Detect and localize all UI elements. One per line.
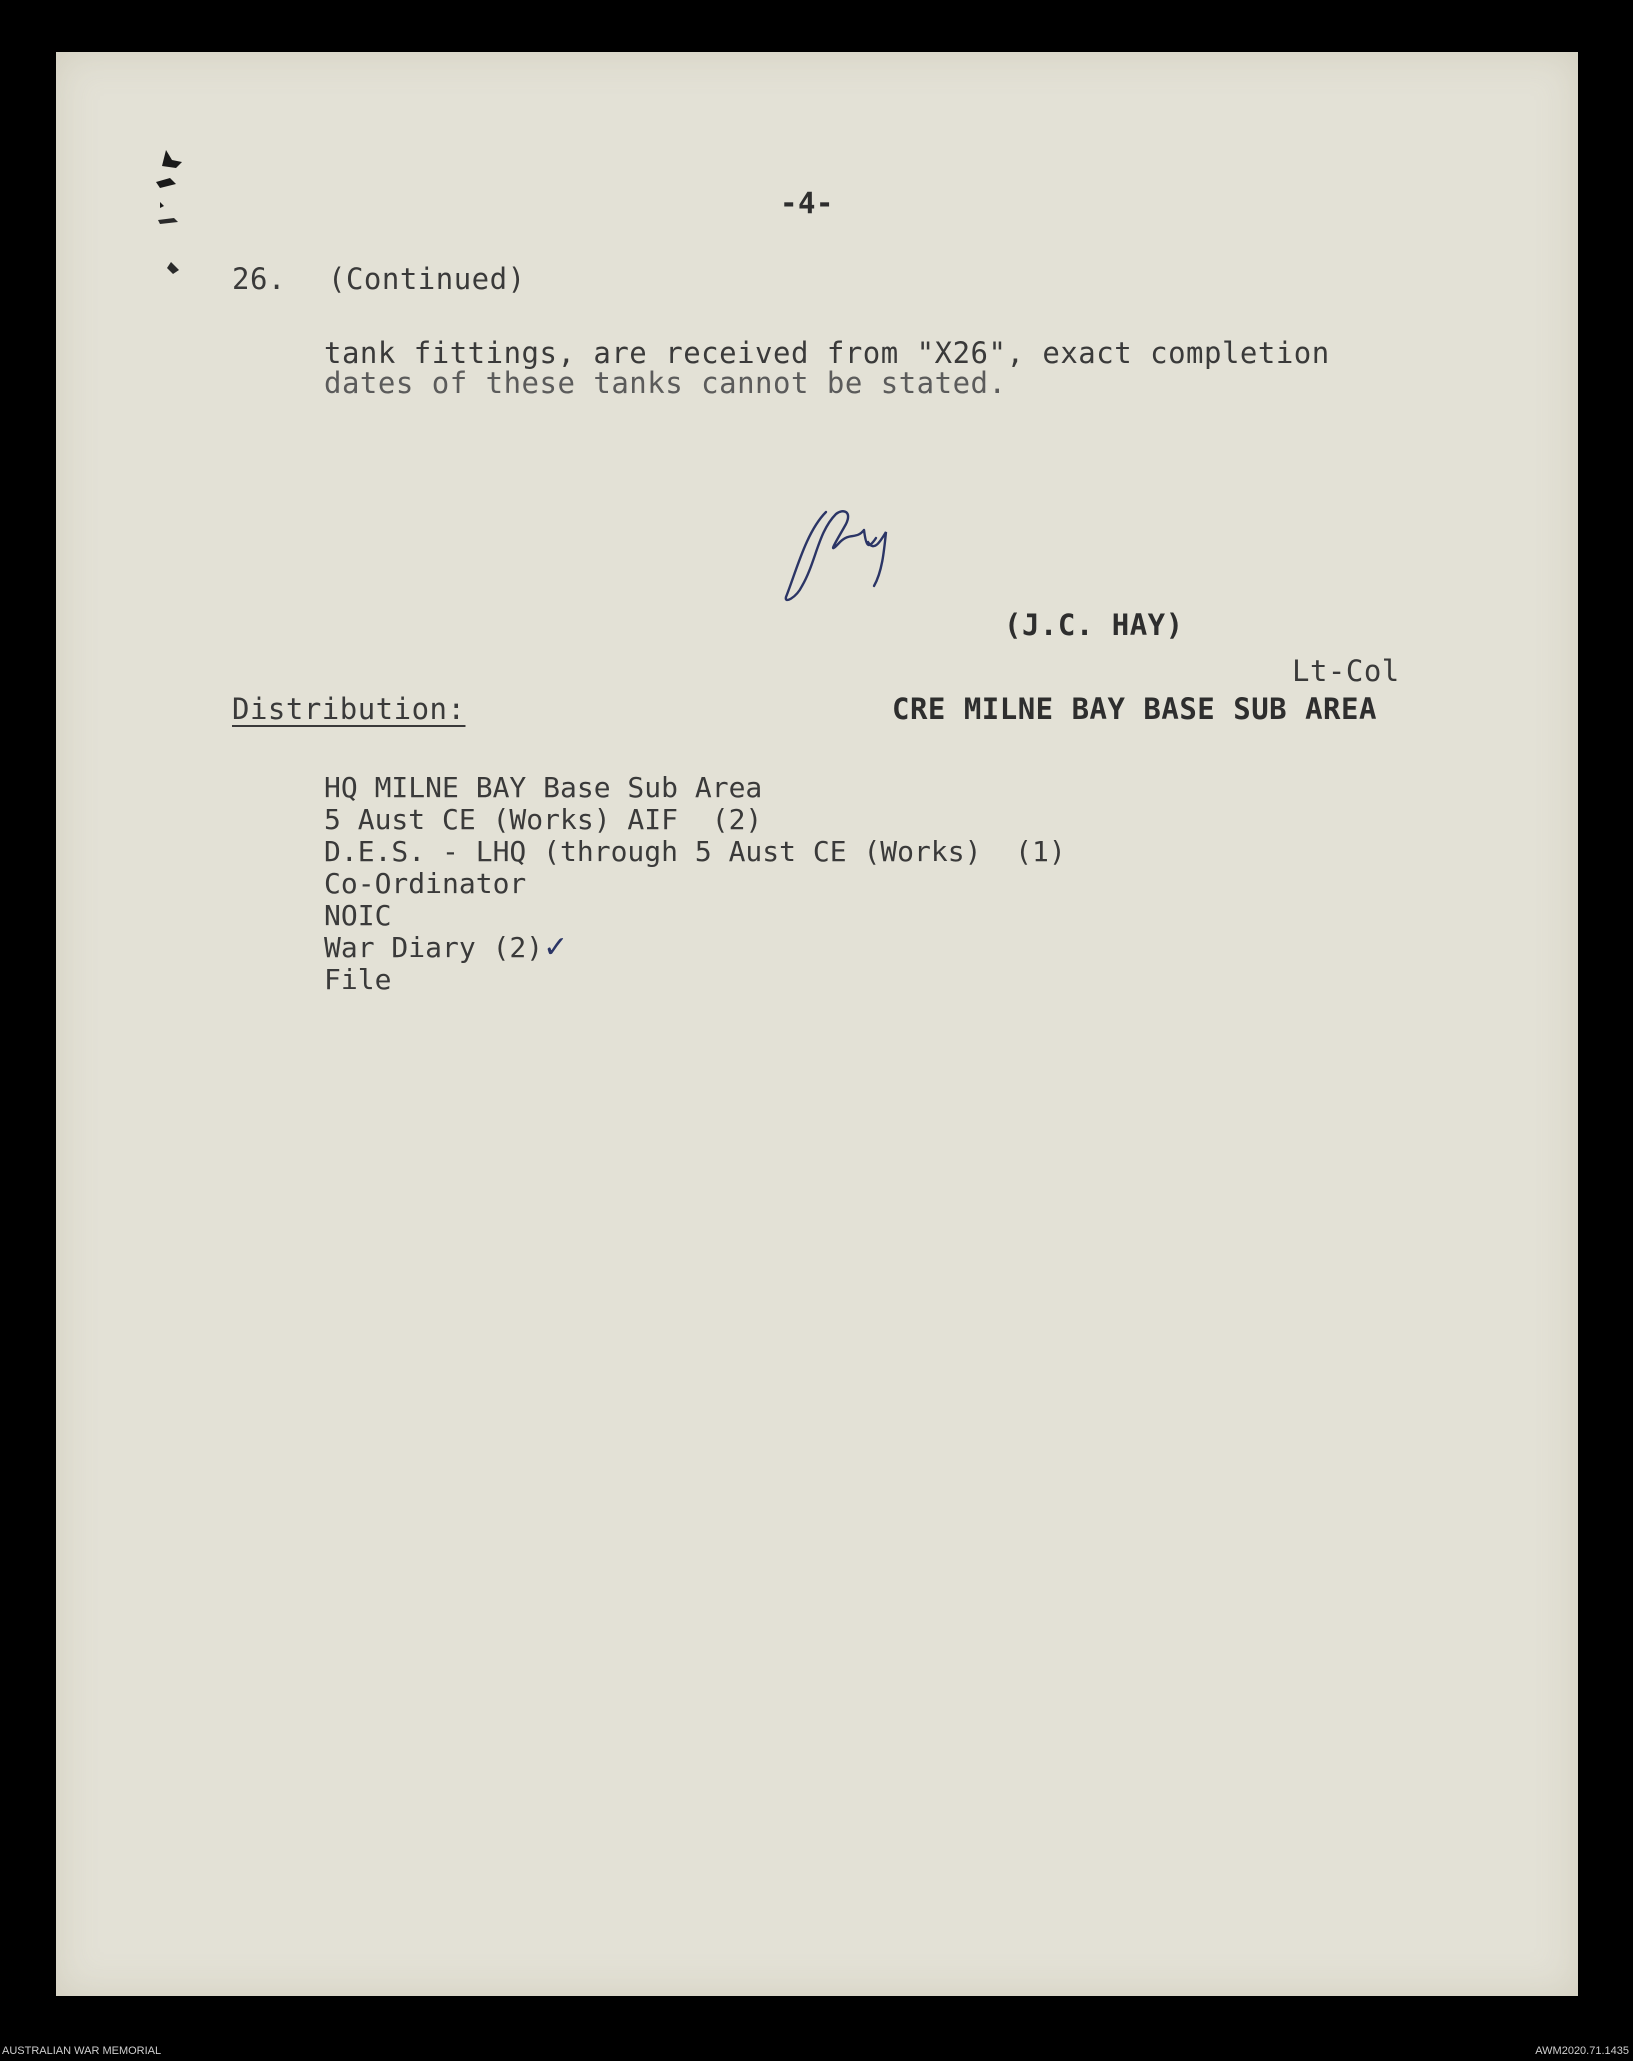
distribution-list — [324, 772, 1066, 996]
distribution-item: Co-Ordinator — [324, 867, 527, 900]
tick-mark: ✓ — [543, 930, 569, 965]
distribution-item: D.E.S. - LHQ (through 5 Aust CE (Works) (1) — [324, 835, 1066, 868]
distribution-heading: Distribution: — [232, 692, 466, 726]
distribution-item-text: War Diary (2) — [324, 931, 544, 964]
distribution-item — [324, 932, 1066, 964]
punch-holes — [136, 142, 196, 292]
signature-name: (J.C. HAY) — [1004, 608, 1184, 642]
signature-rank: Lt-Col — [1292, 654, 1400, 688]
paragraph-number: 26. — [232, 262, 286, 296]
paragraph-heading: (Continued) — [328, 262, 526, 296]
body-line-1: tank fittings, are received from "X26", exact completion — [324, 336, 1330, 370]
distribution-item: HQ MILNE BAY Base Sub Area — [324, 771, 763, 804]
distribution-item: NOIC — [324, 899, 392, 932]
footer-right: AWM2020.71.1435 — [1535, 2045, 1629, 2057]
document-page — [56, 52, 1578, 1996]
footer-left: AUSTRALIAN WAR MEMORIAL — [2, 2045, 162, 2057]
distribution-item: 5 Aust CE (Works) AIF (2) — [324, 803, 763, 836]
handwritten-signature — [756, 502, 916, 622]
body-line-2: dates of these tanks cannot be stated. — [324, 366, 1007, 400]
page-number: -4- — [780, 186, 834, 220]
distribution-item: File — [324, 963, 392, 996]
signature-title: CRE MILNE BAY BASE SUB AREA — [892, 692, 1377, 726]
